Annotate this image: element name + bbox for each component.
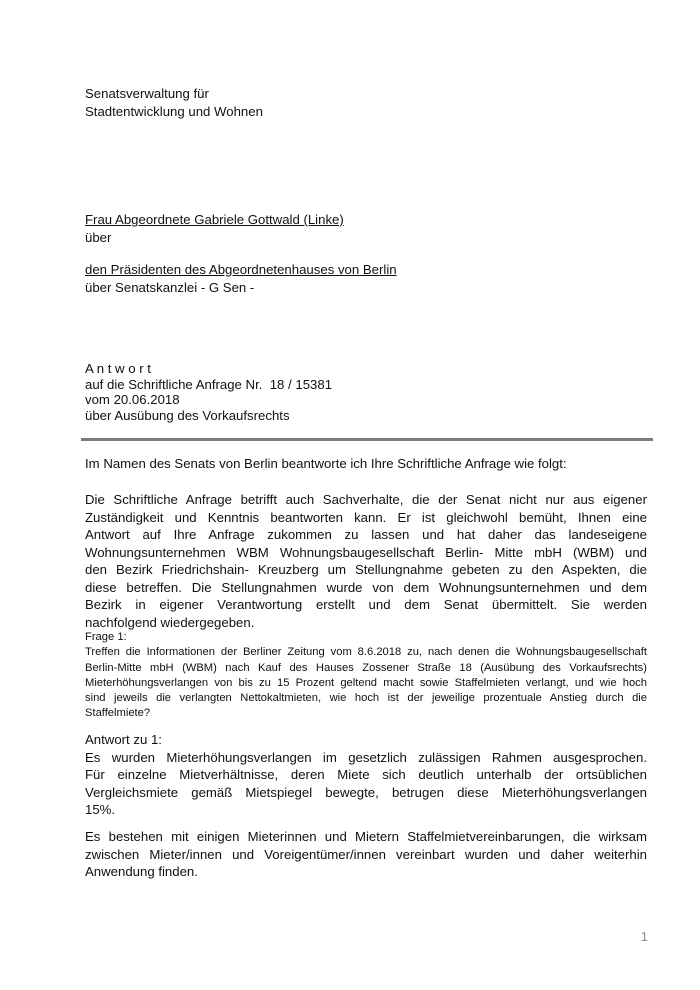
subject-anfrage-number: auf die Schriftliche Anfrage Nr. 18 / 15381 [85, 376, 333, 392]
page-number: 1 [640, 929, 648, 944]
recipient-block [85, 211, 647, 246]
sender-address: Senatsverwaltung für Stadtentwicklung und Wohnen [85, 86, 263, 119]
answer-1-label: Antwort zu 1: [85, 732, 162, 747]
recipient-via-senatskanzlei: über Senatskanzlei - G Sen - [85, 279, 255, 295]
recipient-president: den Präsidenten des Abgeordnetenhauses von Berlin [85, 262, 397, 277]
question-1-text: Treffen die Informationen der Berliner Zeitung vom 8.6.2018 zu, nach denen die Wohnungsbaugesellschaft Berlin-Mitte mbH (WBM) nach Kauf des Hauses Zossener Straße 18 (Ausübung des Vorkaufsrechts) Mieterhöhungsverlangen von bis zu 15 Prozent geltend macht sowie Staffelmieten verlangt, und wie hoch sind jeweils die verlangten Nettokaltmieten, wie hoch ist der jeweilige prozentuale Anstieg durch die Staffelmiete? [85, 646, 647, 720]
subject-topic: über Ausübung des Vorkaufsrechts [85, 407, 290, 423]
subject-date: vom 20.06.2018 [85, 392, 180, 407]
recipient-president-block [85, 261, 647, 296]
question-1-label: Frage 1: [85, 631, 127, 643]
subject-title: A n t w o r t [85, 361, 151, 376]
closing-paragraph: Es bestehen mit einigen Mieterinnen und Mietern Staffelmietvereinbarungen, die wirksam zwischen Mieter/innen und Voreigentümer/innen vereinbart wurden und daher weiterhin Anwendung finden. [85, 829, 647, 879]
intro-paragraph: Die Schriftliche Anfrage betrifft auch Sachverhalte, die der Senat nicht nur aus eigener Zuständigkeit und Kenntnis beantworten kann. Er ist gleichwohl bemüht, Ihnen eine Antwort auf Ihre Anfrage zukommen zu lassen und hat daher das landeseigene Wohnungsunternehmen WBM Wohnungsbaugesellschaft Berlin- Mitte mbH (WBM) und den Bezirk Friedrichshain- Kreuzberg um Stellungnahme gebeten zu den Aspekten, die diese betreffen. Die Stellungnahmen wurde von dem Wohnungsunternehmen und dem Bezirk in eigener Verantwortung erstellt und dem Senat übermittelt. Sie werden nachfolgend wiedergegeben. [85, 492, 647, 630]
salutation-line: Im Namen des Senats von Berlin beantworte ich Ihre Schriftliche Anfrage wie folgt: [85, 456, 567, 471]
recipient-name: Frau Abgeordnete Gabriele Gottwald (Linke) [85, 212, 344, 227]
answer-1-text: Es wurden Mieterhöhungsverlangen im gesetzlich zulässigen Rahmen ausgesprochen. Für einzelne Mietverhältnisse, deren Miete sich deutlich unterhalb der ortsüblichen Vergleichsmiete gemäß Mietspiegel bewegte, betrugen diese Mieterhöhungsverlangen 15%. [85, 749, 647, 817]
recipient-via: über [85, 229, 112, 245]
question-1-block [85, 630, 647, 722]
answer-1-block [85, 731, 647, 819]
subject-block [85, 361, 647, 423]
horizontal-divider [81, 438, 653, 441]
